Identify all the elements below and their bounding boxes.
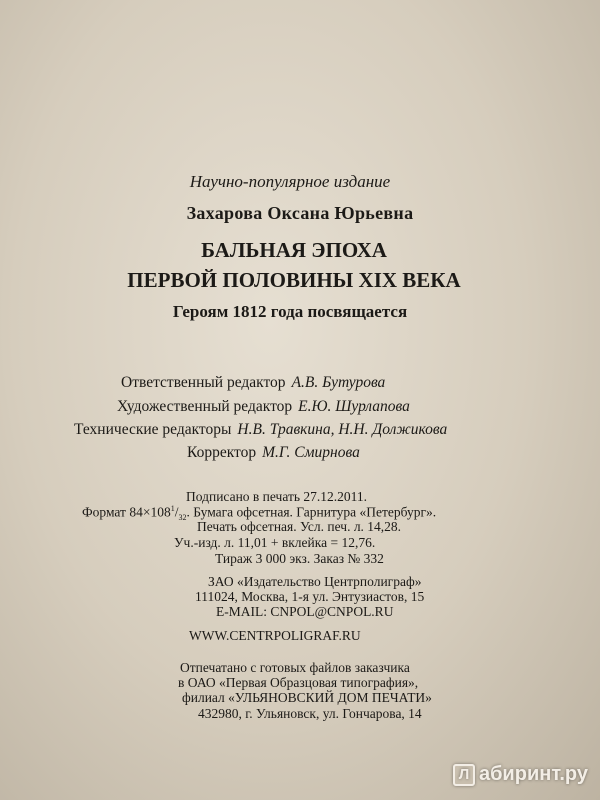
print-info: Печать офсетная. Усл. печ. л. 14,28. <box>197 519 402 534</box>
credit-name: А.В. Бутурова <box>291 374 386 391</box>
credit-role: Ответственный редактор <box>121 374 286 391</box>
format-denominator: 32 <box>178 513 187 523</box>
credit-name: Н.В. Травкина, Н.Н. Должикова <box>237 421 448 438</box>
credit-name: Е.Ю. Шурлапова <box>298 398 410 415</box>
credit-role: Корректор <box>187 444 257 461</box>
publisher-website: WWW.CENTRPOLIGRAF.RU <box>189 628 361 643</box>
print-run: Тираж 3 000 экз. Заказ № 332 <box>215 551 384 566</box>
printer-line: 432980, г. Ульяновск, ул. Гончарова, 14 <box>198 706 422 721</box>
credit-line <box>117 398 410 416</box>
genre-label: Научно-популярное издание <box>189 172 391 191</box>
printer-line: Отпечатано с готовых файлов заказчика <box>180 660 410 675</box>
printer-line: филиал «УЛЬЯНОВСКИЙ ДОМ ПЕЧАТИ» <box>182 690 432 705</box>
printer-line: в ОАО «Первая Образцовая типография», <box>178 675 419 690</box>
publisher-address: 111024, Москва, 1-я ул. Энтузиастов, 15 <box>195 589 425 604</box>
format-numerator: 1 <box>170 504 175 513</box>
format-prefix: Формат 84×108 <box>82 504 171 520</box>
format-suffix: . Бумага офсетная. Гарнитура «Петербург». <box>186 504 437 520</box>
format-line: Формат $84\times 108^1/_{32}$. Бумага офсетная. Гарнитура «Петербург». <box>82 504 437 523</box>
publisher-email: E-MAIL: CNPOL@CNPOL.RU <box>216 604 394 619</box>
signed-date: Подписано в печать 27.12.2011. <box>186 489 368 504</box>
dedication: Героям 1812 года посвящается <box>172 302 408 321</box>
credit-line <box>187 444 360 462</box>
credit-role: Художественный редактор <box>117 398 293 415</box>
watermark-text: абиринт.ру <box>478 763 588 785</box>
sheets-info: Уч.-изд. л. 11,01 + вклейка = 12,76. <box>174 535 376 550</box>
credit-line <box>74 421 447 439</box>
author-name: Захарова Оксана Юрьевна <box>186 203 414 223</box>
labirint-watermark <box>453 763 588 786</box>
publisher-name: ЗАО «Издательство Центрполиграф» <box>208 574 422 589</box>
labirint-logo-icon: Л <box>453 764 475 786</box>
title-line-2: ПЕРВОЙ ПОЛОВИНЫ XIX ВЕКА <box>127 268 461 292</box>
credit-line <box>121 374 385 392</box>
title-line-1: БАЛЬНАЯ ЭПОХА <box>201 238 387 262</box>
credit-name: М.Г. Смирнова <box>262 444 360 461</box>
credit-role: Технические редакторы <box>74 421 232 438</box>
